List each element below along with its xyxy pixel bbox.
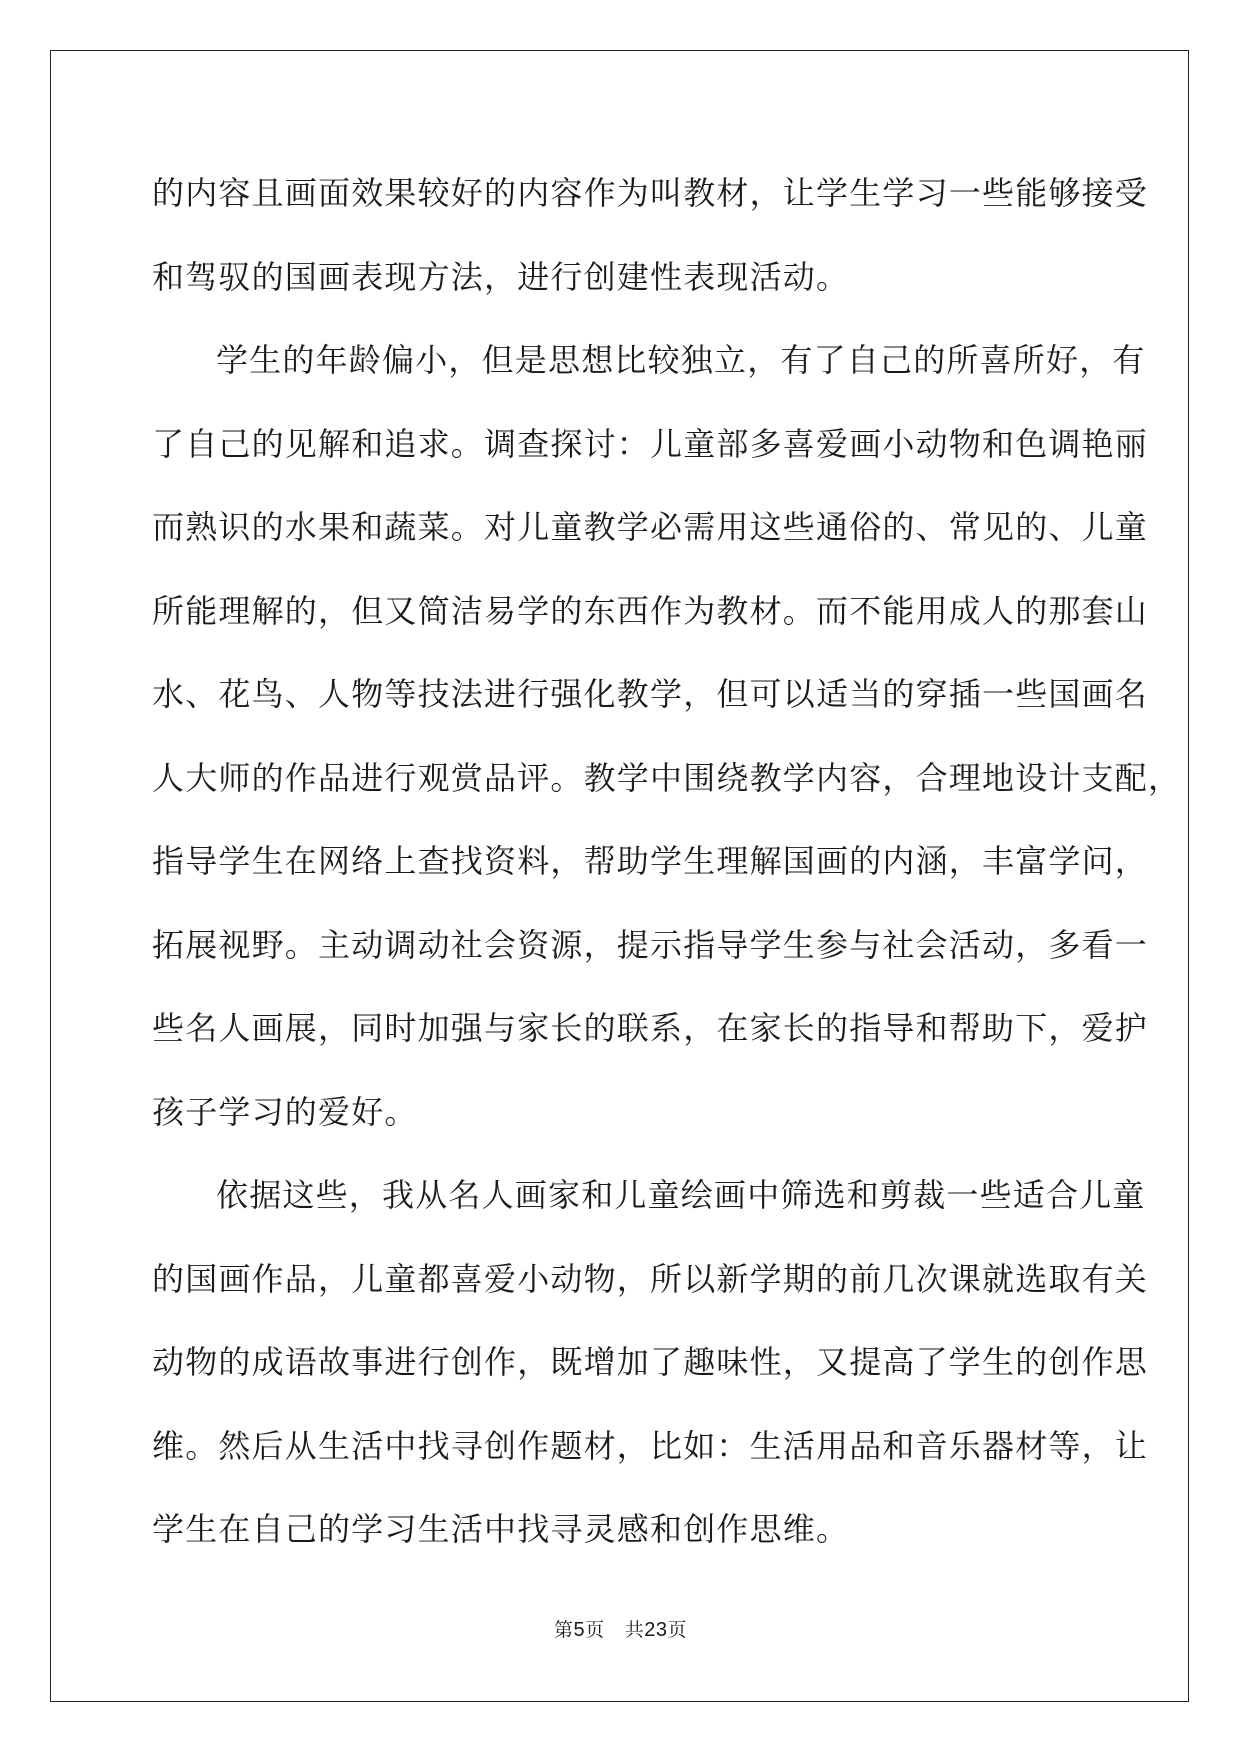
paragraph-line: 学生在自己的学习生活中找寻灵感和创作思维。 — [152, 1510, 850, 1548]
page-suffix: 页 — [585, 1619, 605, 1641]
total-suffix: 页 — [667, 1619, 687, 1641]
paragraph-line: 的国画作品，儿童都喜爱小动物，所以新学期的前几次课就选取有关 — [152, 1259, 1149, 1298]
paragraph-line: 维。然后从生活中找寻创作题材，比如：生活用品和音乐器材等，让 — [152, 1426, 1149, 1465]
paragraph-line: 了自己的见解和追求。调查探讨：儿童部多喜爱画小动物和色调艳丽 — [152, 424, 1149, 463]
page-number: 5 — [573, 1619, 586, 1641]
paragraph-line: 拓展视野。主动调动社会资源，提示指导学生参与社会活动，多看一 — [152, 925, 1149, 964]
paragraph-line: 人大师的作品进行观赏品评。教学中围绕教学内容，合理地设计支配， — [152, 758, 1182, 797]
paragraph-line: 动物的成语故事进行创作，既增加了趣味性，又提高了学生的创作思 — [152, 1343, 1149, 1381]
paragraph-line: 的内容且画面效果较好的内容作为叫教材，让学生学习一些能够接受 — [152, 174, 1149, 212]
paragraph-line: 学生的年龄偏小，但是思想比较独立，有了自己的所喜所好，有 — [216, 341, 1146, 379]
paragraph-line: 指导学生在网络上查找资料，帮助学生理解国画的内涵，丰富学问， — [152, 842, 1149, 880]
paragraph-line: 水、花鸟、人物等技法进行强化教学，但可以适当的穿插一些国画名 — [152, 675, 1149, 713]
paragraph-line: 些名人画展，同时加强与家长的联系，在家长的指导和帮助下，爱护 — [152, 1009, 1149, 1047]
paragraph-line: 和驾驭的国画表现方法，进行创建性表现活动。 — [152, 257, 850, 296]
paragraph-line: 所能理解的，但又简洁易学的东西作为教材。而不能用成人的那套山 — [152, 591, 1149, 630]
page-footer — [0, 1615, 1241, 1642]
page-prefix: 第 — [554, 1619, 574, 1641]
paragraph-line: 而熟识的水果和蔬菜。对儿童教学必需用这些通俗的、常见的、儿童 — [152, 508, 1149, 546]
paragraph-line: 依据这些，我从名人画家和儿童绘画中筛选和剪裁一些适合儿童 — [216, 1176, 1146, 1214]
total-pages: 23 — [644, 1619, 668, 1641]
total-prefix: 共 — [624, 1619, 645, 1641]
document-body — [152, 158, 1182, 1578]
paragraph-line: 孩子学习的爱好。 — [152, 1092, 418, 1131]
